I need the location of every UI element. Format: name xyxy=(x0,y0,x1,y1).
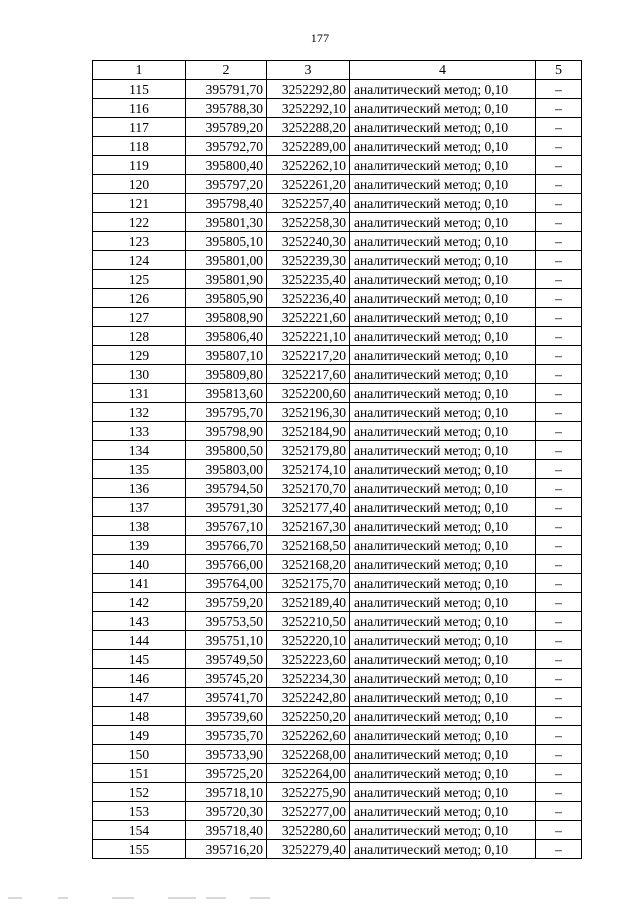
cell-note: – xyxy=(536,821,582,840)
cell-method-accuracy: аналитический метод; 0,10 xyxy=(350,726,536,745)
cell-method-accuracy: аналитический метод; 0,10 xyxy=(350,688,536,707)
cell-x-coordinate: 395809,80 xyxy=(186,365,267,384)
table-row xyxy=(93,232,582,251)
cell-note: – xyxy=(536,137,582,156)
table-row xyxy=(93,840,582,859)
cell-note: – xyxy=(536,99,582,118)
cell-x-coordinate: 395801,90 xyxy=(186,270,267,289)
cell-y-coordinate: 3252167,30 xyxy=(267,517,350,536)
cell-note: – xyxy=(536,669,582,688)
cell-note: – xyxy=(536,251,582,270)
cell-point-number: 153 xyxy=(93,802,186,821)
cell-point-number: 155 xyxy=(93,840,186,859)
cell-note: – xyxy=(536,802,582,821)
header-col-point-number: 1 xyxy=(93,61,186,80)
cell-point-number: 140 xyxy=(93,555,186,574)
cell-point-number: 132 xyxy=(93,403,186,422)
table-row xyxy=(93,137,582,156)
cell-note: – xyxy=(536,156,582,175)
cell-y-coordinate: 3252221,10 xyxy=(267,327,350,346)
cell-point-number: 122 xyxy=(93,213,186,232)
cell-point-number: 130 xyxy=(93,365,186,384)
cell-x-coordinate: 395745,20 xyxy=(186,669,267,688)
cell-method-accuracy: аналитический метод; 0,10 xyxy=(350,118,536,137)
cell-note: – xyxy=(536,460,582,479)
cell-method-accuracy: аналитический метод; 0,10 xyxy=(350,175,536,194)
cell-x-coordinate: 395794,50 xyxy=(186,479,267,498)
cell-point-number: 142 xyxy=(93,593,186,612)
table-row xyxy=(93,688,582,707)
cell-point-number: 137 xyxy=(93,498,186,517)
cell-x-coordinate: 395741,70 xyxy=(186,688,267,707)
table-row xyxy=(93,80,582,99)
cell-y-coordinate: 3252217,60 xyxy=(267,365,350,384)
table-row xyxy=(93,99,582,118)
cell-point-number: 145 xyxy=(93,650,186,669)
cell-x-coordinate: 395807,10 xyxy=(186,346,267,365)
cell-y-coordinate: 3252239,30 xyxy=(267,251,350,270)
header-col-method: 4 xyxy=(350,61,536,80)
table-row xyxy=(93,460,582,479)
cell-method-accuracy: аналитический метод; 0,10 xyxy=(350,821,536,840)
cell-note: – xyxy=(536,612,582,631)
cell-note: – xyxy=(536,175,582,194)
cell-note: – xyxy=(536,327,582,346)
cell-point-number: 139 xyxy=(93,536,186,555)
cell-note: – xyxy=(536,232,582,251)
cell-point-number: 148 xyxy=(93,707,186,726)
cell-note: – xyxy=(536,517,582,536)
cell-method-accuracy: аналитический метод; 0,10 xyxy=(350,555,536,574)
cell-method-accuracy: аналитический метод; 0,10 xyxy=(350,308,536,327)
cell-x-coordinate: 395806,40 xyxy=(186,327,267,346)
table-row xyxy=(93,251,582,270)
cell-method-accuracy: аналитический метод; 0,10 xyxy=(350,327,536,346)
cell-note: – xyxy=(536,118,582,137)
cell-point-number: 118 xyxy=(93,137,186,156)
cell-y-coordinate: 3252262,60 xyxy=(267,726,350,745)
cell-point-number: 131 xyxy=(93,384,186,403)
cell-x-coordinate: 395788,30 xyxy=(186,99,267,118)
cell-x-coordinate: 395749,50 xyxy=(186,650,267,669)
table-row xyxy=(93,650,582,669)
cell-note: – xyxy=(536,707,582,726)
cell-x-coordinate: 395805,10 xyxy=(186,232,267,251)
cell-method-accuracy: аналитический метод; 0,10 xyxy=(350,403,536,422)
cell-note: – xyxy=(536,783,582,802)
cell-method-accuracy: аналитический метод; 0,10 xyxy=(350,384,536,403)
cell-note: – xyxy=(536,80,582,99)
cell-note: – xyxy=(536,536,582,555)
cell-x-coordinate: 395766,00 xyxy=(186,555,267,574)
cell-point-number: 129 xyxy=(93,346,186,365)
table-row xyxy=(93,289,582,308)
cell-y-coordinate: 3252174,10 xyxy=(267,460,350,479)
cell-method-accuracy: аналитический метод; 0,10 xyxy=(350,802,536,821)
cell-x-coordinate: 395751,10 xyxy=(186,631,267,650)
cell-method-accuracy: аналитический метод; 0,10 xyxy=(350,669,536,688)
cell-method-accuracy: аналитический метод; 0,10 xyxy=(350,137,536,156)
cell-method-accuracy: аналитический метод; 0,10 xyxy=(350,745,536,764)
cell-y-coordinate: 3252258,30 xyxy=(267,213,350,232)
cell-x-coordinate: 395739,60 xyxy=(186,707,267,726)
table-row xyxy=(93,593,582,612)
table-row xyxy=(93,194,582,213)
cell-x-coordinate: 395800,50 xyxy=(186,441,267,460)
cell-y-coordinate: 3252292,10 xyxy=(267,99,350,118)
cell-y-coordinate: 3252257,40 xyxy=(267,194,350,213)
cell-y-coordinate: 3252175,70 xyxy=(267,574,350,593)
table-row xyxy=(93,213,582,232)
cell-method-accuracy: аналитический метод; 0,10 xyxy=(350,365,536,384)
table-row xyxy=(93,574,582,593)
cell-note: – xyxy=(536,403,582,422)
cell-method-accuracy: аналитический метод; 0,10 xyxy=(350,232,536,251)
cell-note: – xyxy=(536,194,582,213)
cell-point-number: 115 xyxy=(93,80,186,99)
cell-y-coordinate: 3252236,40 xyxy=(267,289,350,308)
cell-x-coordinate: 395725,20 xyxy=(186,764,267,783)
cell-point-number: 146 xyxy=(93,669,186,688)
cell-method-accuracy: аналитический метод; 0,10 xyxy=(350,498,536,517)
cell-method-accuracy: аналитический метод; 0,10 xyxy=(350,213,536,232)
table-header xyxy=(93,61,582,80)
cell-x-coordinate: 395798,40 xyxy=(186,194,267,213)
cell-method-accuracy: аналитический метод; 0,10 xyxy=(350,479,536,498)
cell-method-accuracy: аналитический метод; 0,10 xyxy=(350,422,536,441)
cell-note: – xyxy=(536,365,582,384)
header-row xyxy=(93,61,582,80)
table-row xyxy=(93,175,582,194)
cell-note: – xyxy=(536,270,582,289)
cell-y-coordinate: 3252242,80 xyxy=(267,688,350,707)
cell-x-coordinate: 395753,50 xyxy=(186,612,267,631)
table-row xyxy=(93,118,582,137)
cell-y-coordinate: 3252220,10 xyxy=(267,631,350,650)
cell-x-coordinate: 395798,90 xyxy=(186,422,267,441)
cell-method-accuracy: аналитический метод; 0,10 xyxy=(350,783,536,802)
cell-method-accuracy: аналитический метод; 0,10 xyxy=(350,99,536,118)
cell-y-coordinate: 3252184,90 xyxy=(267,422,350,441)
cell-x-coordinate: 395800,40 xyxy=(186,156,267,175)
cell-y-coordinate: 3252250,20 xyxy=(267,707,350,726)
cell-method-accuracy: аналитический метод; 0,10 xyxy=(350,346,536,365)
table-row xyxy=(93,365,582,384)
table-row xyxy=(93,498,582,517)
cell-x-coordinate: 395733,90 xyxy=(186,745,267,764)
cell-point-number: 151 xyxy=(93,764,186,783)
cell-x-coordinate: 395759,20 xyxy=(186,593,267,612)
cell-point-number: 119 xyxy=(93,156,186,175)
table-row xyxy=(93,726,582,745)
table-row xyxy=(93,441,582,460)
cell-x-coordinate: 395791,30 xyxy=(186,498,267,517)
cell-y-coordinate: 3252279,40 xyxy=(267,840,350,859)
cell-point-number: 124 xyxy=(93,251,186,270)
cell-x-coordinate: 395718,40 xyxy=(186,821,267,840)
cell-method-accuracy: аналитический метод; 0,10 xyxy=(350,80,536,99)
cell-note: – xyxy=(536,688,582,707)
cell-y-coordinate: 3252168,20 xyxy=(267,555,350,574)
cell-note: – xyxy=(536,498,582,517)
cell-y-coordinate: 3252264,00 xyxy=(267,764,350,783)
cell-note: – xyxy=(536,479,582,498)
cell-point-number: 117 xyxy=(93,118,186,137)
cell-x-coordinate: 395789,20 xyxy=(186,118,267,137)
table-row xyxy=(93,707,582,726)
table-row xyxy=(93,802,582,821)
cell-y-coordinate: 3252261,20 xyxy=(267,175,350,194)
cell-method-accuracy: аналитический метод; 0,10 xyxy=(350,840,536,859)
cell-method-accuracy: аналитический метод; 0,10 xyxy=(350,593,536,612)
cell-point-number: 135 xyxy=(93,460,186,479)
table-row xyxy=(93,631,582,650)
cell-y-coordinate: 3252235,40 xyxy=(267,270,350,289)
table-row xyxy=(93,270,582,289)
cell-x-coordinate: 395718,10 xyxy=(186,783,267,802)
table-row xyxy=(93,384,582,403)
cell-point-number: 134 xyxy=(93,441,186,460)
scan-artifacts xyxy=(0,890,640,905)
header-col-y: 3 xyxy=(267,61,350,80)
table-row xyxy=(93,555,582,574)
cell-point-number: 152 xyxy=(93,783,186,802)
cell-y-coordinate: 3252289,00 xyxy=(267,137,350,156)
cell-note: – xyxy=(536,213,582,232)
cell-point-number: 136 xyxy=(93,479,186,498)
cell-method-accuracy: аналитический метод; 0,10 xyxy=(350,707,536,726)
cell-y-coordinate: 3252262,10 xyxy=(267,156,350,175)
coordinates-table xyxy=(92,60,582,859)
cell-x-coordinate: 395735,70 xyxy=(186,726,267,745)
table-row xyxy=(93,764,582,783)
cell-note: – xyxy=(536,650,582,669)
cell-method-accuracy: аналитический метод; 0,10 xyxy=(350,536,536,555)
cell-y-coordinate: 3252240,30 xyxy=(267,232,350,251)
cell-note: – xyxy=(536,555,582,574)
cell-point-number: 138 xyxy=(93,517,186,536)
table-row xyxy=(93,422,582,441)
cell-method-accuracy: аналитический метод; 0,10 xyxy=(350,289,536,308)
page-number: 177 xyxy=(310,31,330,45)
cell-note: – xyxy=(536,384,582,403)
cell-y-coordinate: 3252177,40 xyxy=(267,498,350,517)
cell-point-number: 143 xyxy=(93,612,186,631)
table-row xyxy=(93,783,582,802)
cell-point-number: 141 xyxy=(93,574,186,593)
cell-method-accuracy: аналитический метод; 0,10 xyxy=(350,270,536,289)
cell-y-coordinate: 3252189,40 xyxy=(267,593,350,612)
cell-point-number: 123 xyxy=(93,232,186,251)
table-row xyxy=(93,346,582,365)
cell-y-coordinate: 3252217,20 xyxy=(267,346,350,365)
cell-y-coordinate: 3252280,60 xyxy=(267,821,350,840)
table-body xyxy=(93,80,582,859)
cell-x-coordinate: 395813,60 xyxy=(186,384,267,403)
cell-point-number: 116 xyxy=(93,99,186,118)
cell-point-number: 125 xyxy=(93,270,186,289)
cell-y-coordinate: 3252292,80 xyxy=(267,80,350,99)
cell-x-coordinate: 395766,70 xyxy=(186,536,267,555)
cell-y-coordinate: 3252277,00 xyxy=(267,802,350,821)
table-row xyxy=(93,403,582,422)
cell-method-accuracy: аналитический метод; 0,10 xyxy=(350,156,536,175)
cell-note: – xyxy=(536,422,582,441)
cell-note: – xyxy=(536,289,582,308)
cell-note: – xyxy=(536,745,582,764)
cell-x-coordinate: 395764,00 xyxy=(186,574,267,593)
cell-method-accuracy: аналитический метод; 0,10 xyxy=(350,650,536,669)
cell-point-number: 144 xyxy=(93,631,186,650)
cell-point-number: 126 xyxy=(93,289,186,308)
cell-point-number: 154 xyxy=(93,821,186,840)
cell-note: – xyxy=(536,593,582,612)
cell-y-coordinate: 3252288,20 xyxy=(267,118,350,137)
table-row xyxy=(93,821,582,840)
cell-x-coordinate: 395797,20 xyxy=(186,175,267,194)
cell-x-coordinate: 395795,70 xyxy=(186,403,267,422)
cell-x-coordinate: 395720,30 xyxy=(186,802,267,821)
cell-note: – xyxy=(536,308,582,327)
table-row xyxy=(93,536,582,555)
cell-x-coordinate: 395716,20 xyxy=(186,840,267,859)
cell-method-accuracy: аналитический метод; 0,10 xyxy=(350,460,536,479)
cell-method-accuracy: аналитический метод; 0,10 xyxy=(350,517,536,536)
table-row xyxy=(93,327,582,346)
table-row xyxy=(93,156,582,175)
cell-point-number: 133 xyxy=(93,422,186,441)
cell-y-coordinate: 3252179,80 xyxy=(267,441,350,460)
cell-method-accuracy: аналитический метод; 0,10 xyxy=(350,194,536,213)
table-row xyxy=(93,669,582,688)
cell-point-number: 127 xyxy=(93,308,186,327)
header-col-x: 2 xyxy=(186,61,267,80)
cell-point-number: 128 xyxy=(93,327,186,346)
cell-method-accuracy: аналитический метод; 0,10 xyxy=(350,631,536,650)
cell-note: – xyxy=(536,346,582,365)
cell-y-coordinate: 3252168,50 xyxy=(267,536,350,555)
cell-y-coordinate: 3252221,60 xyxy=(267,308,350,327)
cell-note: – xyxy=(536,726,582,745)
cell-y-coordinate: 3252210,50 xyxy=(267,612,350,631)
cell-point-number: 121 xyxy=(93,194,186,213)
cell-note: – xyxy=(536,764,582,783)
cell-note: – xyxy=(536,631,582,650)
cell-x-coordinate: 395801,30 xyxy=(186,213,267,232)
cell-point-number: 120 xyxy=(93,175,186,194)
cell-y-coordinate: 3252268,00 xyxy=(267,745,350,764)
cell-y-coordinate: 3252200,60 xyxy=(267,384,350,403)
table-row xyxy=(93,612,582,631)
cell-x-coordinate: 395808,90 xyxy=(186,308,267,327)
cell-y-coordinate: 3252223,60 xyxy=(267,650,350,669)
cell-x-coordinate: 395803,00 xyxy=(186,460,267,479)
cell-note: – xyxy=(536,441,582,460)
table-row xyxy=(93,308,582,327)
cell-x-coordinate: 395792,70 xyxy=(186,137,267,156)
table-row xyxy=(93,479,582,498)
table-row xyxy=(93,745,582,764)
cell-x-coordinate: 395767,10 xyxy=(186,517,267,536)
cell-method-accuracy: аналитический метод; 0,10 xyxy=(350,612,536,631)
cell-method-accuracy: аналитический метод; 0,10 xyxy=(350,441,536,460)
cell-note: – xyxy=(536,574,582,593)
cell-x-coordinate: 395791,70 xyxy=(186,80,267,99)
cell-y-coordinate: 3252234,30 xyxy=(267,669,350,688)
cell-point-number: 150 xyxy=(93,745,186,764)
cell-y-coordinate: 3252170,70 xyxy=(267,479,350,498)
cell-note: – xyxy=(536,840,582,859)
cell-y-coordinate: 3252275,90 xyxy=(267,783,350,802)
cell-method-accuracy: аналитический метод; 0,10 xyxy=(350,764,536,783)
cell-x-coordinate: 395801,00 xyxy=(186,251,267,270)
cell-method-accuracy: аналитический метод; 0,10 xyxy=(350,574,536,593)
header-col-note: 5 xyxy=(536,61,582,80)
cell-method-accuracy: аналитический метод; 0,10 xyxy=(350,251,536,270)
cell-point-number: 149 xyxy=(93,726,186,745)
cell-x-coordinate: 395805,90 xyxy=(186,289,267,308)
cell-y-coordinate: 3252196,30 xyxy=(267,403,350,422)
cell-point-number: 147 xyxy=(93,688,186,707)
table-row xyxy=(93,517,582,536)
